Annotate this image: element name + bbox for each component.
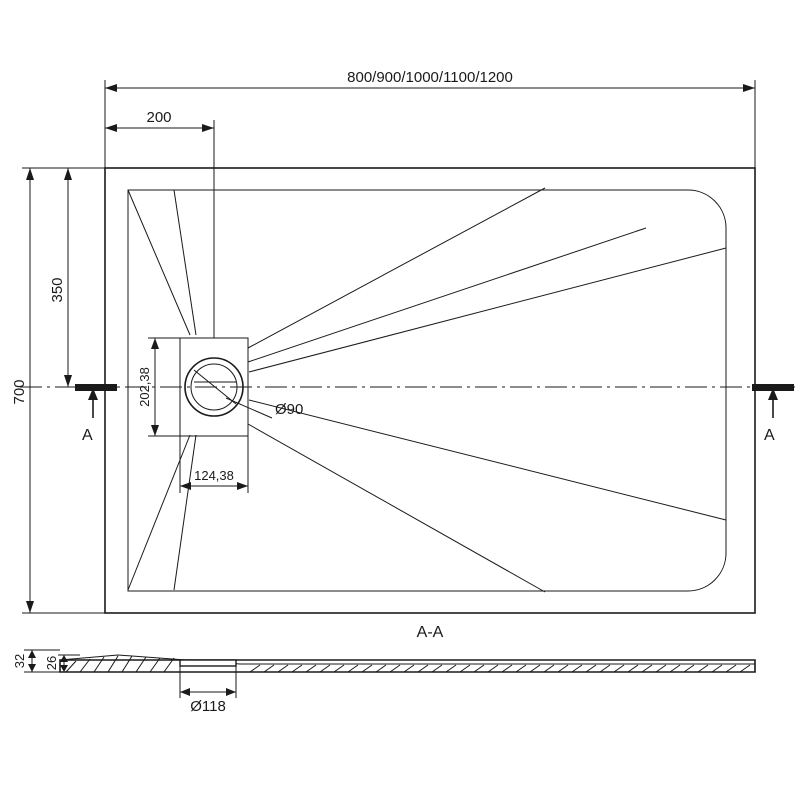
section-drain-opening <box>180 660 236 666</box>
section-mark-right <box>752 384 794 444</box>
dim-section-inner-height <box>44 655 80 672</box>
section-mark-left <box>75 384 117 444</box>
label-section-inner-height: 26 <box>44 655 59 671</box>
section-view <box>60 655 755 672</box>
dim-drain-box-width <box>180 436 248 493</box>
label-section-title: A-A <box>416 624 444 641</box>
label-section-drain-diameter: Ø118 <box>190 698 226 715</box>
tray-outline <box>105 168 755 613</box>
label-section-a-left: A <box>82 427 93 444</box>
label-drain-diameter: Ø90 <box>275 401 304 418</box>
dim-drain-offset-x <box>105 109 214 338</box>
dim-section-drain-diameter <box>180 666 236 715</box>
label-overall-width: 800/900/1000/1100/1200 <box>347 69 513 86</box>
tray-basin-outline <box>128 190 726 591</box>
label-overall-depth: 700 <box>11 379 28 405</box>
slope-lines <box>128 188 726 592</box>
label-drain-box-width: 124,38 <box>194 468 234 483</box>
label-drain-offset-x: 200 <box>146 109 172 126</box>
dim-overall-width <box>105 69 755 168</box>
dim-top-to-drain <box>49 168 105 387</box>
label-section-a-right: A <box>764 427 775 444</box>
label-top-to-drain: 350 <box>49 277 66 303</box>
label-section-total-height: 32 <box>12 653 27 669</box>
label-drain-box-height: 202,38 <box>137 367 152 407</box>
